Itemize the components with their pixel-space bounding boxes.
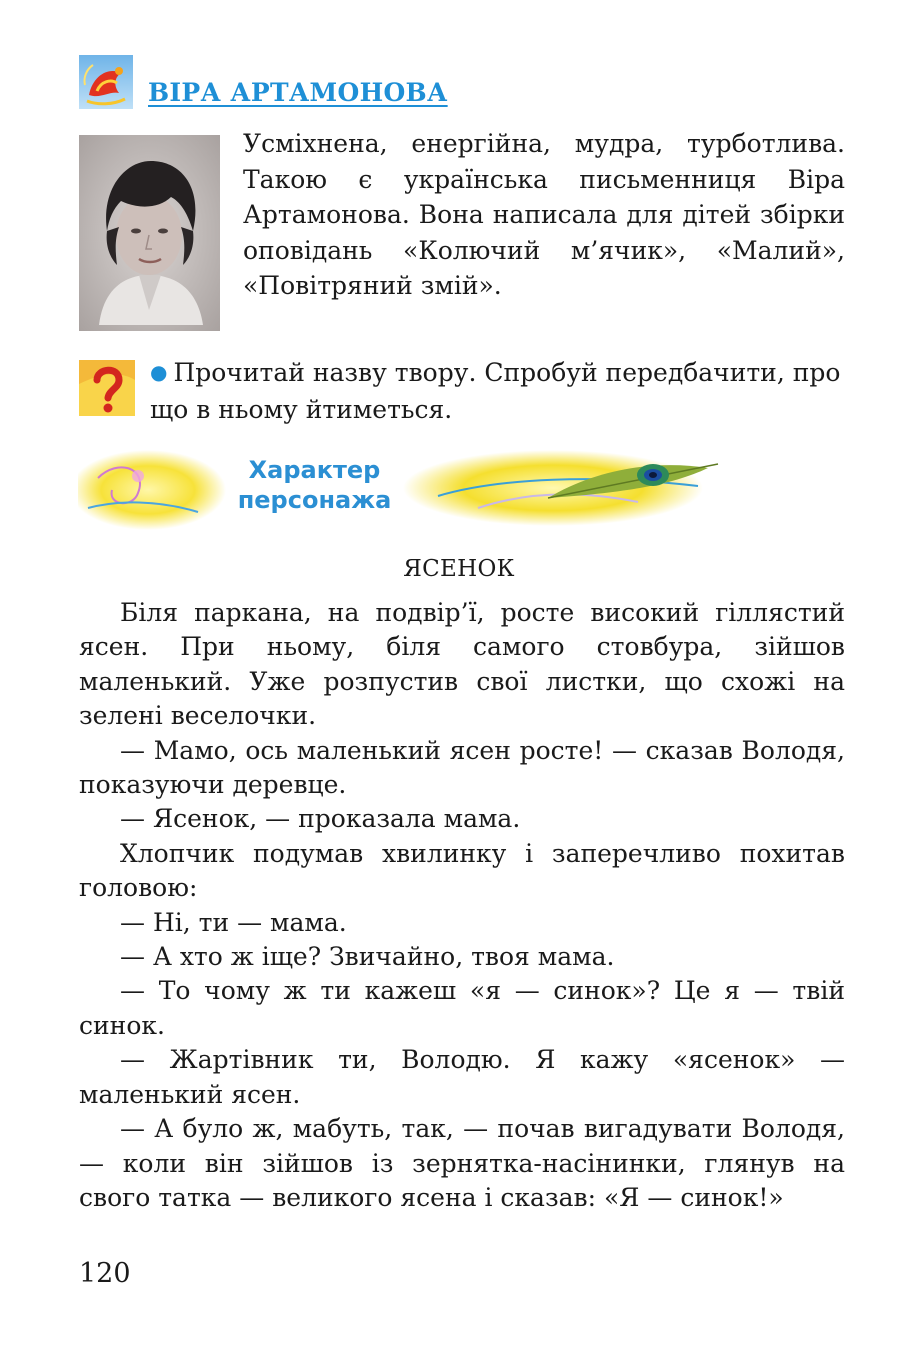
section-banner [78, 438, 818, 538]
page-number: 120 [79, 1258, 131, 1289]
story-paragraph: — Ясенок, — проказала мама. [120, 804, 521, 834]
story-text [79, 596, 845, 1215]
story-paragraph: — Ні, ти — мама. [120, 907, 347, 937]
story-paragraph: — Жартівник ти, Володю. Я кажу «ясенок» — маленький ясен. [79, 1045, 845, 1109]
story-title: ЯСЕНОК [403, 556, 515, 582]
author-bio: Усміхнена, енергійна, мудра, турботлива. Такою є українська письменниця Віра Артамонова. Вона написала для дітей збірки оповідань «Колючий м’ячик», «Малий», «Повітряний змій». [243, 129, 845, 300]
reading-task-text: Прочитай назву твору. Спробуй передбачити, про що в ньому йтиметься. [150, 358, 841, 424]
story-paragraph: — А було ж, мабуть, так, — почав вигадувати Володя, — коли він зійшов із зернятка-насінинки, глянув на свого татка — великого ясена і сказав: «Я — синок!» [79, 1114, 845, 1212]
story-paragraph: — Мамо, ось маленький ясен росте! — сказав Володя, показуючи деревце. [79, 735, 845, 800]
author-portrait [79, 135, 220, 331]
banner-line-1: Характер [248, 456, 381, 484]
story-paragraph: Хлопчик подумав хвилинку і заперечливо похитав головою: [79, 838, 845, 903]
story-paragraph: Біля паркана, на подвір’ї, росте високий гіллястий ясен. При ньому, біля самого стовбура, зійшов маленький. Уже розпустив свої листки, що схожі на зелені веселочки. [79, 598, 845, 731]
story-paragraph: — А хто ж іще? Звичайно, твоя мама. [120, 942, 615, 972]
firebird-icon [79, 55, 133, 109]
story-paragraph: — То чому ж ти кажеш «я — синок»? Це я — твій синок. [79, 976, 845, 1040]
author-name: ВІРА АРТАМОНОВА [148, 78, 448, 107]
question-mark-icon [79, 360, 135, 416]
section-banner-title [222, 455, 407, 515]
banner-line-2: персонажа [237, 486, 392, 514]
reading-task [150, 355, 845, 428]
bullet-icon: ● [150, 360, 168, 384]
